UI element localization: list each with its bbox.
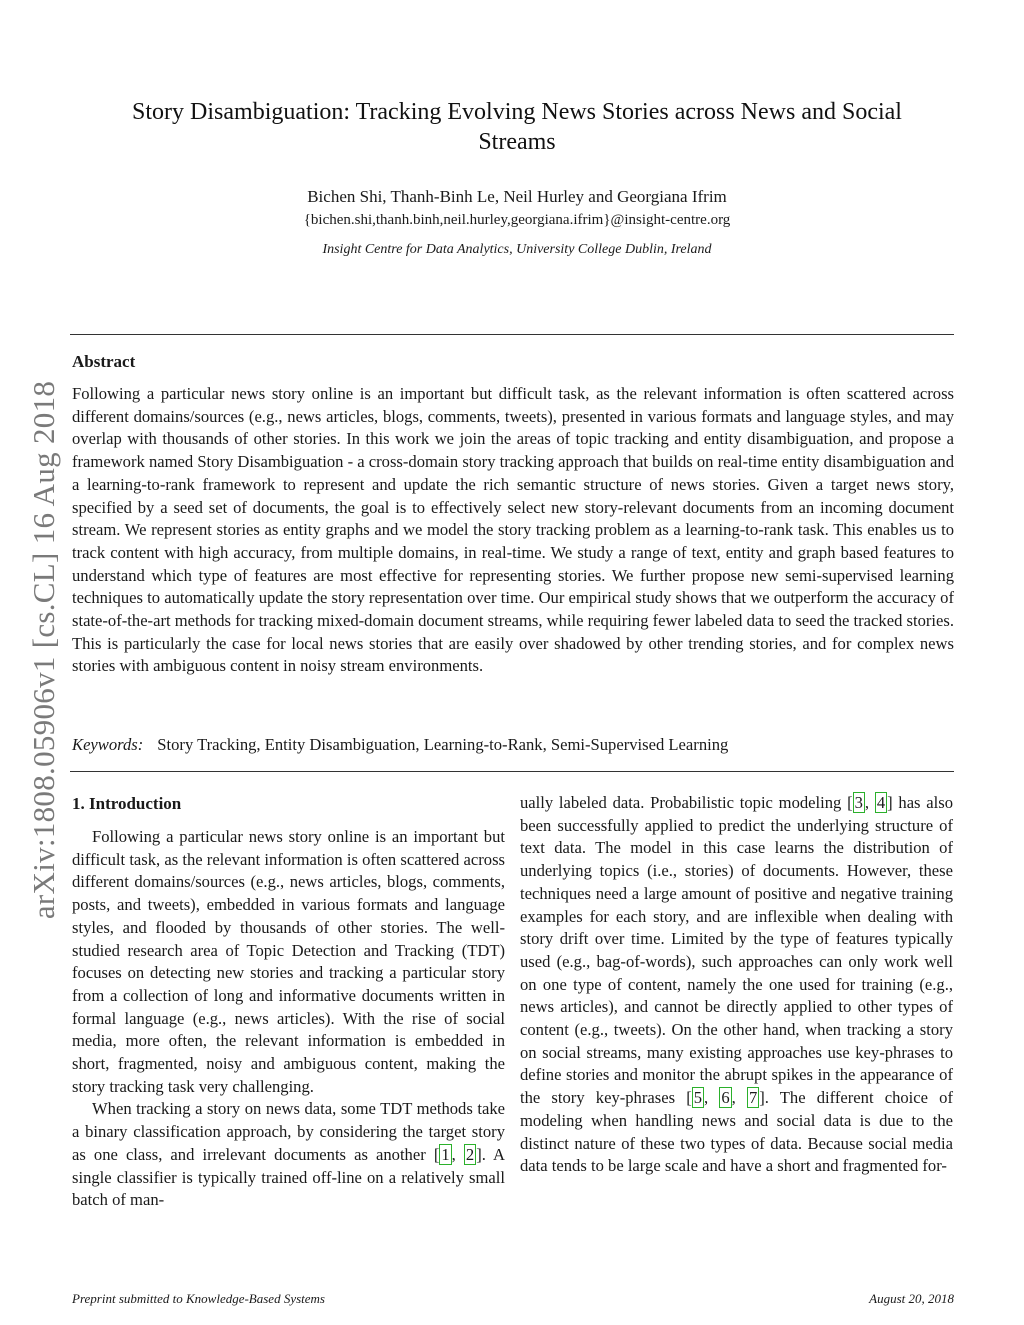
citation-2[interactable]: 2 <box>465 1144 475 1164</box>
footer-date: August 20, 2018 <box>869 1291 954 1306</box>
intro-paragraph-2-continued: ually labeled data. Probabilistic topic modeling [ 3 , 4 ] has also been successfully applied to predict the underlying structure of text data. The model in this case learns the distribution of underlying topics (i.e., stories) of documents. However, these techniques need a large amount of positive and negative training examples for each story, and are inflexible when dealing with story drift over time. Limited by the type of features typically used (e.g., bag-of-words), such approaches can only work well on one type of content, namely the one used for training (e.g., news articles), and cannot be directly applied to other types of content (e.g., tweets). On the other hand, when tracking a story on social streams, many existing approaches use key-phrases to define stories and monitor the abrupt spikes in the appearance of the story key-phrases [ 5 , 6 , 7 ]. The different choice of modeling when handling news and social data is due to the distinct nature of these two types of data. Because social media data tends to be large scale and have a short and fragmented for- <box>520 793 953 1176</box>
para3-sep: , <box>864 793 875 812</box>
citation-5[interactable]: 5 <box>693 1088 703 1108</box>
intro-paragraph-1: Following a particular news story online is an important but difficult task, as the relevant information is often scattered across different domains/sources (e.g., news articles, blogs, comments, posts, and tweets), embedded in various formats and language styles, and flooded by thousands of other stories. The well-studied research area of Topic Detection and Tracking (TDT) focuses on detecting new stories and tracking a particular story from a collection of long and informative documents written in formal language (e.g., news articles). With the rise of social media, more often, the relevant information is embedded in short, fragmented, noisy and ambiguous content, making the story tracking task very challenging. <box>72 827 505 1096</box>
affiliation: Insight Centre for Data Analytics, University College Dublin, Ireland <box>322 242 712 257</box>
abstract-heading: Abstract <box>72 352 136 371</box>
para2-sep: , <box>451 1144 464 1164</box>
top-rule <box>70 334 954 335</box>
section-heading-introduction: 1. Introduction <box>72 794 182 813</box>
arxiv-identifier: arXiv:1808.05906v1 [cs.CL] 16 Aug 2018 <box>26 380 61 920</box>
bottom-rule <box>70 771 954 772</box>
intro-paragraph-2 <box>72 1098 505 1212</box>
author-list: Bichen Shi, Thanh-Binh Le, Neil Hurley and Georgiana Ifrim <box>307 187 727 206</box>
para2-text-b: ]. A single classifier is typically trained off-line on a relatively small batch of man- <box>72 1144 506 1210</box>
para3-text-a: ually labeled data. Probabilistic topic modeling [ <box>520 793 853 812</box>
title-line-1: Story Disambiguation: Tracking Evolving News Stories across News and Social <box>132 99 902 125</box>
citation-4[interactable]: 4 <box>876 793 886 812</box>
keywords-line <box>72 734 954 756</box>
para3-text-c: ]. The different choice of modeling when handling news and social data is due to the distinct nature of these two types of data. Because social media data tends to be large scale and have a short and fragmented for- <box>520 1088 953 1176</box>
citation-6[interactable]: 6 <box>721 1088 730 1108</box>
para3-text-b: ] has also been successfully applied to predict the underlying structure of text data. The model in this case learns the distribution of underlying topics (i.e., stories) of documents. However, these techniques need a large amount of positive and negative training examples for each story, and are inflexible when dealing with story drift over time. Limited by the type of features typically used (e.g., bag-of-words), such approaches can only work well on one type of content, namely the one used for training (e.g., news articles), and cannot be directly applied to other types of content (e.g., tweets). On the other hand, when tracking a story on social streams, many existing approaches use key-phrases to define stories and monitor the abrupt spikes in the appearance of the story key-phrases [ <box>520 793 953 1108</box>
right-column <box>520 792 953 1178</box>
footer-left: Preprint submitted to Knowledge-Based Systems <box>72 1291 325 1306</box>
abstract-body: Following a particular news story online is an important but difficult task, as the relevant information is often scattered across different domains/sources (e.g., news articles, blogs, comments, tweets), presented in various formats and language styles, and may overlap with thousands of other stories. In this work we join the areas of topic tracking and entity disambiguation, and propose a framework named Story Disambiguation - a cross-domain story tracking approach that builds on real-time entity disambiguation and a learning-to-rank framework to represent and update the rich semantic structure of news stories. Given a target news story, specified by a seed set of documents, the goal is to effectively select new story-relevant documents from an incoming document stream. We represent stories as entity graphs and we model the story tracking problem as a learning-to-rank task. This enables us to track content with high accuracy, from multiple domains, in real-time. We study a range of text, entity and graph based features to understand which type of features are most effective for representing stories. We further propose new semi-supervised learning techniques to automatically update the story representation over time. Our empirical study shows that we outperform the accuracy of state-of-the-art methods for tracking mixed-domain document streams, while requiring fewer labeled data to seed the tracked stories. This is particularly the case for local news stories that are easily over shadowed by other trending stories, and for complex news stories with ambiguous content in noisy stream environments. <box>72 384 955 676</box>
keywords-label: Keywords: <box>72 735 144 754</box>
citation-7[interactable]: 7 <box>748 1088 758 1108</box>
arxiv-side-stamp <box>24 350 64 950</box>
citation-3[interactable]: 3 <box>854 793 863 812</box>
author-emails: {bichen.shi,thanh.binh,neil.hurley,georgiana.ifrim}@insight-centre.org <box>303 212 731 228</box>
para2-text-a: When tracking a story on news data, some TDT methods take a binary classification approach, by considering the target story as one class, and irrelevant documents as another [ <box>72 1099 505 1164</box>
page-footer <box>72 1291 954 1307</box>
title-line-2: Streams <box>478 129 556 155</box>
keywords-value: Story Tracking, Entity Disambiguation, Learning-to-Rank, Semi-Supervised Learning <box>157 735 729 754</box>
citation-1[interactable]: 1 <box>441 1144 450 1164</box>
paper-title <box>90 97 944 157</box>
left-column <box>72 792 505 1212</box>
